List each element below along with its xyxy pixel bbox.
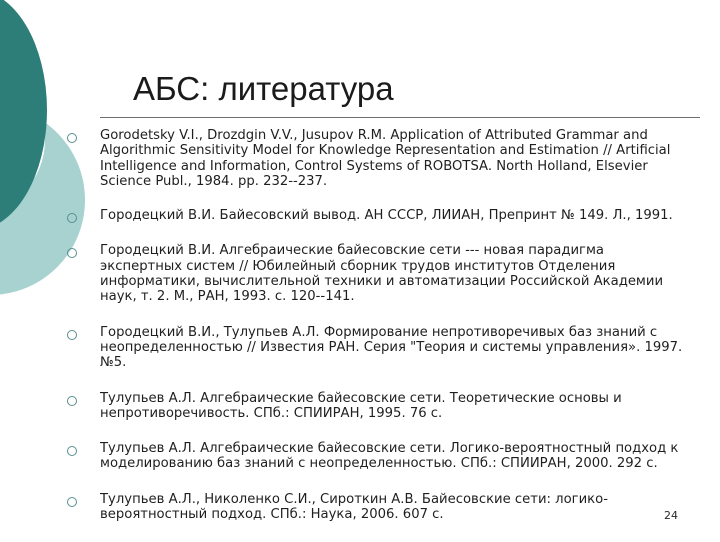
reference-list: [67, 128, 687, 542]
reference-text: Тулупьев А.Л. Алгебраические байесовские сети. Логико-вероятностный подход к моделированию баз знаний с неопределенностью. СПб.: СПИИРАН, 2000. 292 с.: [100, 441, 679, 472]
reference-text: Тулупьев А.Л., Николенко С.И., Сироткин А.В. Байесовские сети: логико-вероятностный подход. СПб.: Наука, 2006. 607 с.: [100, 491, 608, 523]
bullet-circle-icon: [67, 213, 77, 223]
bullet-circle-icon: [67, 248, 77, 258]
reference-item: [67, 441, 687, 472]
title-underline: [100, 117, 700, 118]
reference-text: Городецкий В.И. Байесовский вывод. АН СССР, ЛИИАН, Препринт № 149. Л., 1991.: [100, 208, 673, 224]
bullet-circle-icon: [67, 133, 77, 143]
reference-item: [67, 325, 687, 371]
reference-text: Тулупьев А.Л. Алгебраические байесовские сети. Теоретические основы и непротиворечивость. СПб.: СПИИРАН, 1995. 76 с.: [100, 390, 622, 421]
reference-text: Gorodetsky V.I., Drozdgin V.V., Jusupov R.M. Application of Attributed Grammar and Algorithmic Sensitivity Model for Knowledge Representation and Estimation // Artificial Intelligence and Information, Control Systems of ROBOTSA. North Holland, Elsevier Science Publ., 1984. pp. 232--237.: [100, 128, 671, 189]
reference-item: [67, 208, 687, 223]
bullet-circle-icon: [67, 330, 77, 340]
reference-text: Городецкий В.И., Тулупьев А.Л. Формирование непротиворечивых баз знаний с неопределенностью // Известия РАН. Серия "Теория и системы управления». 1997. №5.: [100, 324, 683, 371]
reference-item: [67, 243, 687, 304]
bullet-circle-icon: [67, 497, 77, 507]
reference-item: [67, 492, 687, 523]
slide-title: АБС: литература: [133, 70, 394, 107]
reference-text: Городецкий В.И. Алгебраические байесовские сети --- новая парадигма экспертных систем // Юбилейный сборник трудов институтов Отделения информатики, вычислительной техники и автоматизации Российской Академии наук, т. 2. М., РАН, 1993. с. 120--141.: [100, 243, 664, 305]
bullet-circle-icon: [67, 396, 77, 406]
reference-item: [67, 128, 687, 189]
page-number: 24: [664, 509, 678, 522]
reference-item: [67, 391, 687, 422]
bullet-circle-icon: [67, 446, 77, 456]
